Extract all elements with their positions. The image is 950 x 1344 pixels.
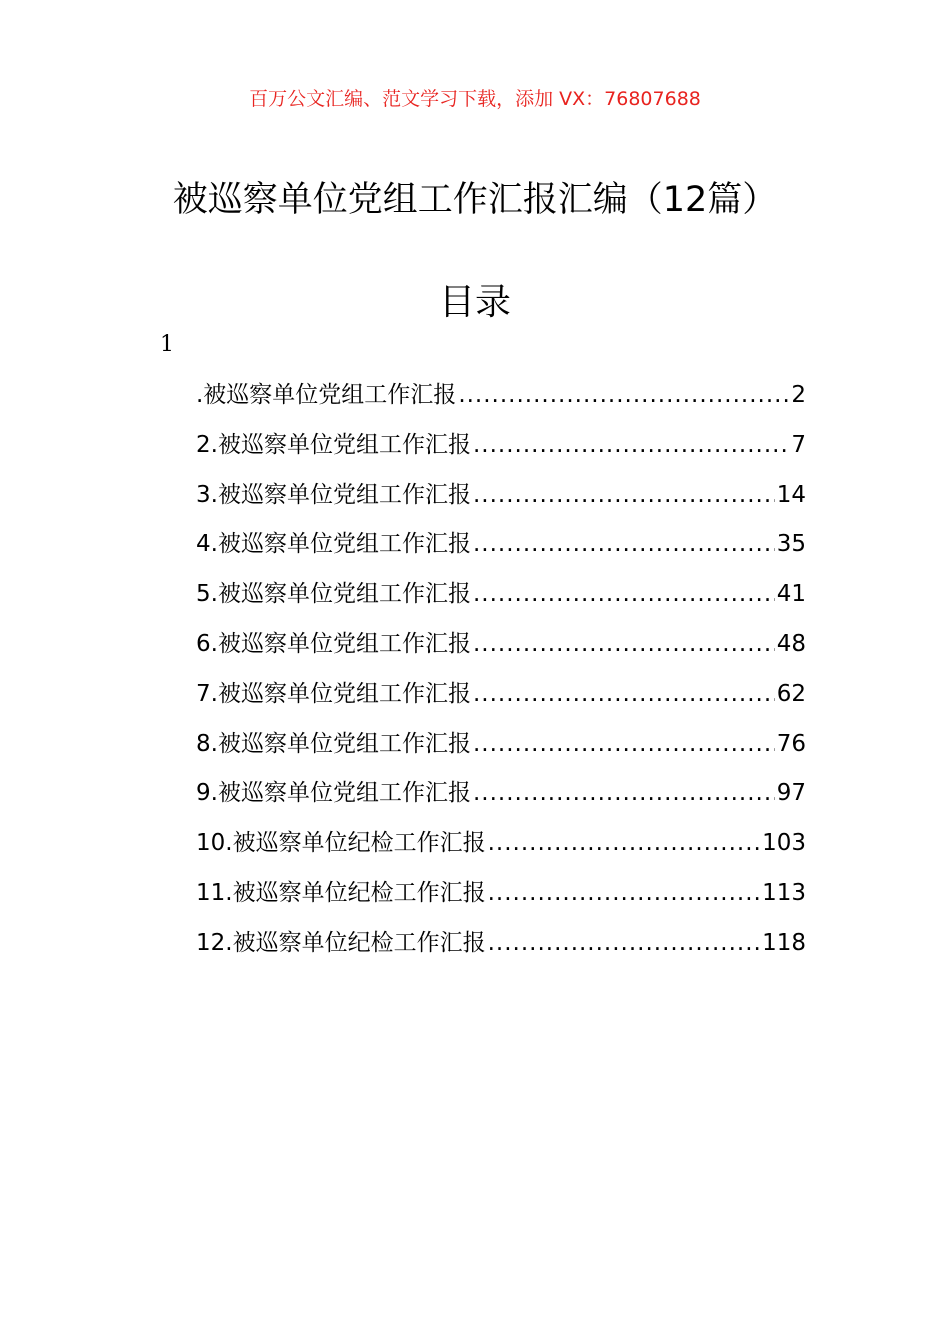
toc-entry[interactable]: [196, 575, 806, 625]
toc-entry-label: 8.被巡察单位党组工作汇报: [196, 730, 471, 757]
toc-entry-label: 10.被巡察单位纪检工作汇报: [196, 830, 486, 857]
toc-entry[interactable]: [196, 874, 806, 924]
toc-entry[interactable]: [196, 774, 806, 824]
toc-entry-page: 113: [762, 879, 806, 906]
toc-leader-dots: [473, 531, 775, 557]
toc-entry[interactable]: [196, 924, 806, 974]
toc-entry-label: 6.被巡察单位党组工作汇报: [196, 630, 471, 657]
toc-entry[interactable]: [196, 625, 806, 675]
toc-entry-label: 3.被巡察单位党组工作汇报: [196, 481, 471, 508]
toc-leader-dots: [473, 482, 775, 508]
toc-entry[interactable]: [196, 476, 806, 526]
toc-entry-page: 41: [776, 581, 806, 608]
toc-heading: 目录: [438, 282, 511, 323]
toc-entry-label: 11.被巡察单位纪检工作汇报: [196, 879, 486, 906]
toc-entry-label: 12.被巡察单位纪检工作汇报: [196, 929, 486, 956]
toc-entry[interactable]: [196, 426, 806, 476]
toc-leader-dots: [458, 382, 789, 408]
toc-entry-label: 2.被巡察单位党组工作汇报: [196, 431, 471, 458]
toc-entry-page: 103: [762, 830, 806, 857]
toc-entry-label: 7.被巡察单位党组工作汇报: [196, 680, 471, 707]
toc-entry[interactable]: [196, 675, 806, 725]
toc-leader-dots: [488, 830, 761, 856]
toc-leader-dots: [473, 631, 775, 657]
toc-entry-label: 9.被巡察单位党组工作汇报: [196, 780, 471, 807]
toc-leader-dots: [473, 681, 775, 707]
toc-entry[interactable]: [196, 525, 806, 575]
toc-entry[interactable]: [196, 376, 806, 426]
header-note: 百万公文汇编、范文学习下载，添加 VX：76807688: [249, 88, 701, 110]
toc-entry[interactable]: [196, 824, 806, 874]
toc-entry-label: .被巡察单位党组工作汇报: [196, 382, 457, 408]
toc-entry-page: 35: [776, 531, 806, 558]
toc-leader-dots: [473, 432, 789, 458]
toc-leader-dots: [488, 930, 761, 956]
toc-entry-page: 7: [791, 431, 806, 458]
toc-entry-label: 4.被巡察单位党组工作汇报: [196, 531, 471, 558]
toc-entry-page: 48: [776, 630, 806, 657]
toc-entry[interactable]: [196, 725, 806, 775]
toc-entry-label: 5.被巡察单位党组工作汇报: [196, 581, 471, 608]
document-title: 被巡察单位党组工作汇报汇编（12篇）: [172, 180, 778, 220]
toc-entry-page: 76: [776, 730, 806, 757]
toc-entry-page: 14: [776, 481, 806, 508]
toc-entry-page: 2: [791, 382, 806, 408]
list-number: 1: [160, 332, 174, 357]
toc-leader-dots: [473, 581, 775, 607]
toc-leader-dots: [488, 880, 761, 906]
toc-entry-page: 118: [762, 929, 806, 956]
toc-leader-dots: [473, 780, 775, 806]
toc-entry-page: 97: [776, 780, 806, 807]
toc-leader-dots: [473, 731, 775, 757]
table-of-contents: [196, 376, 806, 974]
toc-entry-page: 62: [776, 680, 806, 707]
